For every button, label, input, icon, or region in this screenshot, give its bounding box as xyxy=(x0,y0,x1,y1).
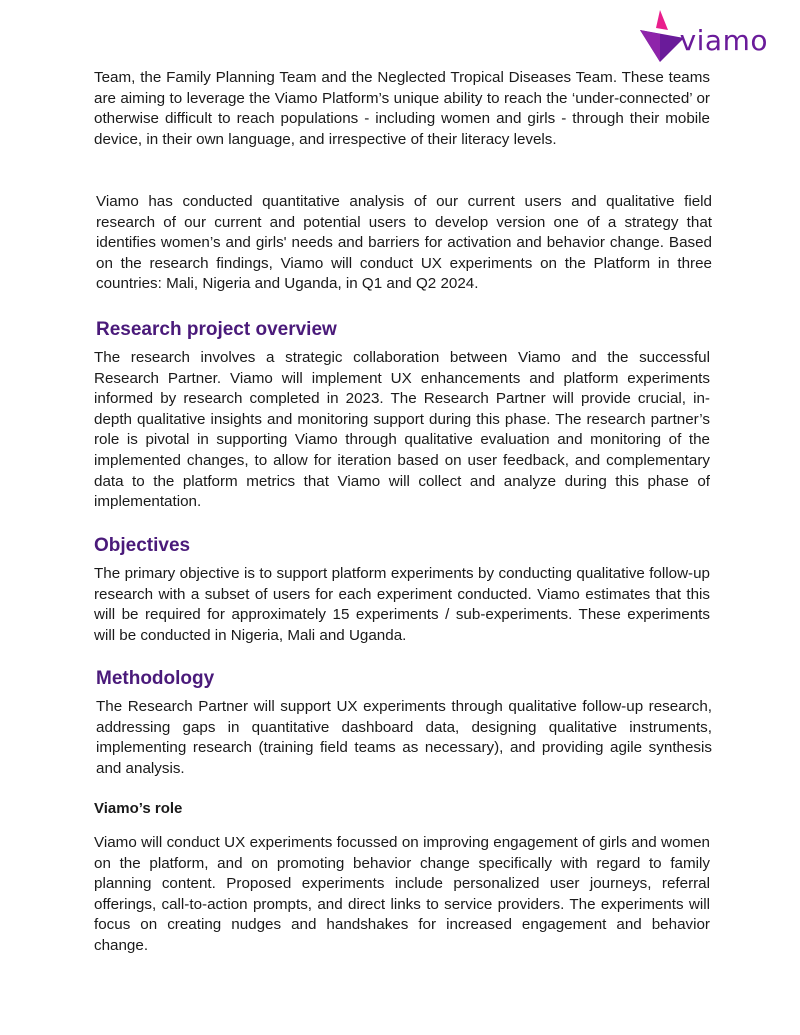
intro-paragraph-2: Viamo has conducted quantitative analysis of our current users and qualitative field research of our current and potential users to develop version one of a strategy that identifies women’s and girls' needs and barriers for activation and behavior change. Based on the research findings, Viamo will conduct UX experiments on the Platform in three countries: Mali, Nigeria and Uganda, in Q1 and Q2 2024. xyxy=(96,193,712,293)
objectives-heading: Objectives xyxy=(94,535,191,556)
logo-wordmark: viamo xyxy=(679,23,768,57)
viamo-role-heading: Viamo’s role xyxy=(94,800,183,817)
viamo-role-body: Viamo will conduct UX experiments focussed on improving engagement of girls and women on the platform, and on promoting behavior change specifically with regard to family planning content. Proposed experiments include personalized user journeys, referral offerings, call-to-action prompts, and direct links to service providers. The experiments will focus on creating nudges and handshakes for increased engagement and behavior change. xyxy=(94,834,710,954)
overview-body: The research involves a strategic collaboration between Viamo and the successful Research Partner. Viamo will implement UX enhancements and platform experiments informed by research completed in 2023. The Research Partner will provide crucial, in-depth qualitative insights and monitoring support during this phase. The research partner’s role is pivotal in supporting Viamo through qualitative evaluation and monitoring of the implemented changes, to allow for iteration based on user feedback, and complementary data to the platform metrics that Viamo will collect and analyze during this phase of implementation. xyxy=(94,349,710,511)
viamo-logo xyxy=(638,8,768,64)
intro-paragraph-1: Team, the Family Planning Team and the Neglected Tropical Diseases Team. These teams are aiming to leverage the Viamo Platform’s unique ability to reach the ‘under-connected’ or otherwise difficult to reach populations - including women and girls - through their mobile device, in their own language, and irrespective of their literacy levels. xyxy=(94,69,710,148)
overview-heading: Research project overview xyxy=(96,319,337,340)
objectives-body: The primary objective is to support platform experiments by conducting qualitative follow-up research with a subset of users for each experiment conducted. Viamo estimates that this will be required for approximately 15 experiments / sub-experiments. These experiments will be conducted in Nigeria, Mali and Uganda. xyxy=(94,565,710,644)
methodology-body: The Research Partner will support UX experiments through qualitative follow-up research, addressing gaps in quantitative dashboard data, designing qualitative instruments, implementing research (training field teams as necessary), and providing agile synthesis and analysis. xyxy=(96,698,712,777)
viamo-logo-icon xyxy=(638,8,686,64)
methodology-heading: Methodology xyxy=(96,668,215,689)
